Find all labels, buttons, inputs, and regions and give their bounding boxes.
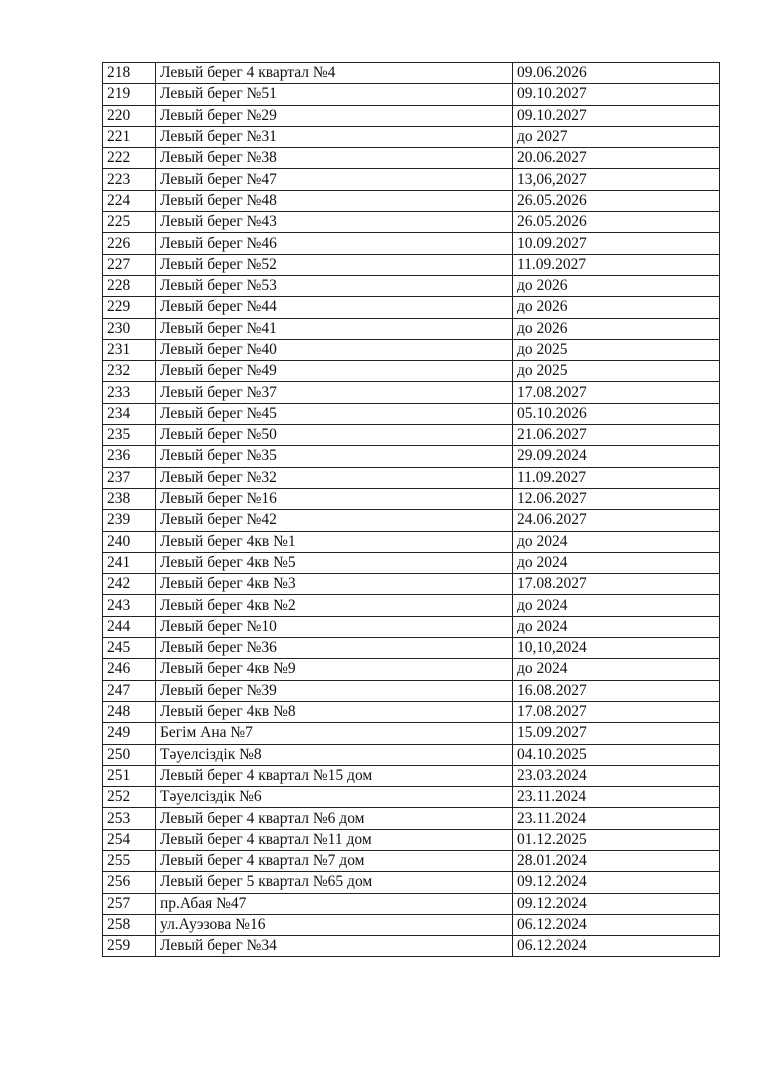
- address-cell: Левый берег №46: [156, 233, 513, 254]
- date-cell: 15.09.2027: [513, 723, 720, 744]
- address-cell: Левый берег №37: [156, 382, 513, 403]
- address-cell: пр.Абая №47: [156, 893, 513, 914]
- address-cell: Левый берег №34: [156, 936, 513, 957]
- row-number-cell: 255: [103, 850, 156, 871]
- address-cell: Левый берег 4кв №8: [156, 701, 513, 722]
- row-number-cell: 239: [103, 510, 156, 531]
- date-cell: 12.06.2027: [513, 488, 720, 509]
- date-cell: 10,10,2024: [513, 638, 720, 659]
- date-cell: 23.11.2024: [513, 787, 720, 808]
- date-cell: 17.08.2027: [513, 382, 720, 403]
- row-number-cell: 234: [103, 403, 156, 424]
- address-cell: Левый берег 4 квартал №4: [156, 63, 513, 84]
- table-row: [103, 850, 720, 871]
- address-cell: Левый берег 4кв №3: [156, 574, 513, 595]
- table-row: [103, 595, 720, 616]
- date-cell: 21.06.2027: [513, 425, 720, 446]
- date-cell: до 2024: [513, 595, 720, 616]
- table-row: [103, 233, 720, 254]
- address-cell: Левый берег №31: [156, 126, 513, 147]
- date-cell: 24.06.2027: [513, 510, 720, 531]
- row-number-cell: 238: [103, 488, 156, 509]
- address-cell: Левый берег №44: [156, 297, 513, 318]
- date-cell: до 2025: [513, 361, 720, 382]
- address-cell: Левый берег №53: [156, 275, 513, 296]
- address-cell: Бегім Ана №7: [156, 723, 513, 744]
- date-cell: 16.08.2027: [513, 680, 720, 701]
- date-cell: до 2026: [513, 297, 720, 318]
- row-number-cell: 245: [103, 638, 156, 659]
- table-row: [103, 808, 720, 829]
- address-cell: Левый берег №47: [156, 169, 513, 190]
- table-row: [103, 425, 720, 446]
- row-number-cell: 229: [103, 297, 156, 318]
- date-cell: 09.10.2027: [513, 84, 720, 105]
- row-number-cell: 256: [103, 872, 156, 893]
- table-row: [103, 765, 720, 786]
- address-cell: Левый берег №51: [156, 84, 513, 105]
- address-cell: Тәуелсіздік №8: [156, 744, 513, 765]
- date-cell: 09.12.2024: [513, 872, 720, 893]
- address-cell: Левый берег №36: [156, 638, 513, 659]
- address-cell: Левый берег 4кв №2: [156, 595, 513, 616]
- date-cell: 26.05.2026: [513, 212, 720, 233]
- row-number-cell: 251: [103, 765, 156, 786]
- table-row: [103, 190, 720, 211]
- address-cell: Левый берег №16: [156, 488, 513, 509]
- date-cell: до 2026: [513, 318, 720, 339]
- row-number-cell: 233: [103, 382, 156, 403]
- date-cell: до 2024: [513, 659, 720, 680]
- row-number-cell: 253: [103, 808, 156, 829]
- row-number-cell: 241: [103, 552, 156, 573]
- table-row: [103, 701, 720, 722]
- row-number-cell: 236: [103, 446, 156, 467]
- table-row: [103, 63, 720, 84]
- table-row: [103, 361, 720, 382]
- date-cell: 20.06.2027: [513, 148, 720, 169]
- table-row: [103, 275, 720, 296]
- address-cell: Левый берег №48: [156, 190, 513, 211]
- row-number-cell: 218: [103, 63, 156, 84]
- table-row: [103, 169, 720, 190]
- date-cell: 28.01.2024: [513, 850, 720, 871]
- date-cell: 10.09.2027: [513, 233, 720, 254]
- table-row: [103, 318, 720, 339]
- table-row: [103, 297, 720, 318]
- table-row: [103, 829, 720, 850]
- row-number-cell: 242: [103, 574, 156, 595]
- date-cell: 09.12.2024: [513, 893, 720, 914]
- address-cell: Левый берег 4 квартал №6 дом: [156, 808, 513, 829]
- table-row: [103, 893, 720, 914]
- date-cell: 01.12.2025: [513, 829, 720, 850]
- addresses-table: [102, 62, 720, 957]
- date-cell: 13,06,2027: [513, 169, 720, 190]
- address-cell: Левый берег №29: [156, 105, 513, 126]
- table-row: [103, 723, 720, 744]
- table-row: [103, 616, 720, 637]
- address-cell: Левый берег 4кв №5: [156, 552, 513, 573]
- address-cell: Левый берег №40: [156, 339, 513, 360]
- date-cell: до 2025: [513, 339, 720, 360]
- table-row: [103, 638, 720, 659]
- address-cell: Левый берег №38: [156, 148, 513, 169]
- table-row: [103, 680, 720, 701]
- row-number-cell: 258: [103, 914, 156, 935]
- date-cell: 06.12.2024: [513, 914, 720, 935]
- row-number-cell: 230: [103, 318, 156, 339]
- date-cell: 04.10.2025: [513, 744, 720, 765]
- table-row: [103, 212, 720, 233]
- row-number-cell: 254: [103, 829, 156, 850]
- row-number-cell: 220: [103, 105, 156, 126]
- table-row: [103, 126, 720, 147]
- date-cell: 17.08.2027: [513, 574, 720, 595]
- date-cell: 23.03.2024: [513, 765, 720, 786]
- row-number-cell: 259: [103, 936, 156, 957]
- row-number-cell: 243: [103, 595, 156, 616]
- date-cell: 17.08.2027: [513, 701, 720, 722]
- row-number-cell: 257: [103, 893, 156, 914]
- table-row: [103, 488, 720, 509]
- row-number-cell: 249: [103, 723, 156, 744]
- address-cell: Левый берег №35: [156, 446, 513, 467]
- address-cell: Левый берег 4 квартал №7 дом: [156, 850, 513, 871]
- address-cell: ул.Ауэзова №16: [156, 914, 513, 935]
- address-cell: Левый берег №43: [156, 212, 513, 233]
- table-row: [103, 744, 720, 765]
- address-cell: Левый берег №45: [156, 403, 513, 424]
- date-cell: 26.05.2026: [513, 190, 720, 211]
- address-cell: Левый берег 4 квартал №15 дом: [156, 765, 513, 786]
- date-cell: 05.10.2026: [513, 403, 720, 424]
- date-cell: 23.11.2024: [513, 808, 720, 829]
- date-cell: 09.10.2027: [513, 105, 720, 126]
- date-cell: 09.06.2026: [513, 63, 720, 84]
- address-cell: Левый берег №49: [156, 361, 513, 382]
- date-cell: 11.09.2027: [513, 467, 720, 488]
- row-number-cell: 222: [103, 148, 156, 169]
- address-cell: Левый берег 5 квартал №65 дом: [156, 872, 513, 893]
- address-cell: Левый берег 4кв №9: [156, 659, 513, 680]
- table-row: [103, 574, 720, 595]
- table-body: [103, 63, 720, 957]
- row-number-cell: 219: [103, 84, 156, 105]
- table-row: [103, 84, 720, 105]
- row-number-cell: 228: [103, 275, 156, 296]
- address-cell: Левый берег №42: [156, 510, 513, 531]
- table-row: [103, 339, 720, 360]
- row-number-cell: 227: [103, 254, 156, 275]
- row-number-cell: 240: [103, 531, 156, 552]
- table-row: [103, 914, 720, 935]
- address-cell: Левый берег №32: [156, 467, 513, 488]
- row-number-cell: 248: [103, 701, 156, 722]
- row-number-cell: 231: [103, 339, 156, 360]
- date-cell: до 2024: [513, 531, 720, 552]
- table-row: [103, 936, 720, 957]
- address-cell: Левый берег 4 квартал №11 дом: [156, 829, 513, 850]
- address-cell: Левый берег №41: [156, 318, 513, 339]
- date-cell: 06.12.2024: [513, 936, 720, 957]
- table-row: [103, 531, 720, 552]
- table-row: [103, 659, 720, 680]
- table-row: [103, 403, 720, 424]
- address-cell: Левый берег №39: [156, 680, 513, 701]
- date-cell: до 2024: [513, 552, 720, 573]
- table-row: [103, 552, 720, 573]
- row-number-cell: 221: [103, 126, 156, 147]
- row-number-cell: 246: [103, 659, 156, 680]
- row-number-cell: 235: [103, 425, 156, 446]
- row-number-cell: 225: [103, 212, 156, 233]
- table-row: [103, 872, 720, 893]
- row-number-cell: 237: [103, 467, 156, 488]
- table-row: [103, 510, 720, 531]
- row-number-cell: 252: [103, 787, 156, 808]
- table-row: [103, 254, 720, 275]
- date-cell: до 2027: [513, 126, 720, 147]
- date-cell: до 2024: [513, 616, 720, 637]
- address-cell: Тәуелсіздік №6: [156, 787, 513, 808]
- address-cell: Левый берег №52: [156, 254, 513, 275]
- date-cell: до 2026: [513, 275, 720, 296]
- address-cell: Левый берег 4кв №1: [156, 531, 513, 552]
- row-number-cell: 250: [103, 744, 156, 765]
- table-row: [103, 105, 720, 126]
- row-number-cell: 226: [103, 233, 156, 254]
- address-cell: Левый берег №50: [156, 425, 513, 446]
- table-row: [103, 787, 720, 808]
- table-row: [103, 446, 720, 467]
- row-number-cell: 247: [103, 680, 156, 701]
- date-cell: 29.09.2024: [513, 446, 720, 467]
- row-number-cell: 244: [103, 616, 156, 637]
- table-row: [103, 382, 720, 403]
- address-cell: Левый берег №10: [156, 616, 513, 637]
- row-number-cell: 223: [103, 169, 156, 190]
- date-cell: 11.09.2027: [513, 254, 720, 275]
- table-row: [103, 467, 720, 488]
- row-number-cell: 232: [103, 361, 156, 382]
- table-row: [103, 148, 720, 169]
- row-number-cell: 224: [103, 190, 156, 211]
